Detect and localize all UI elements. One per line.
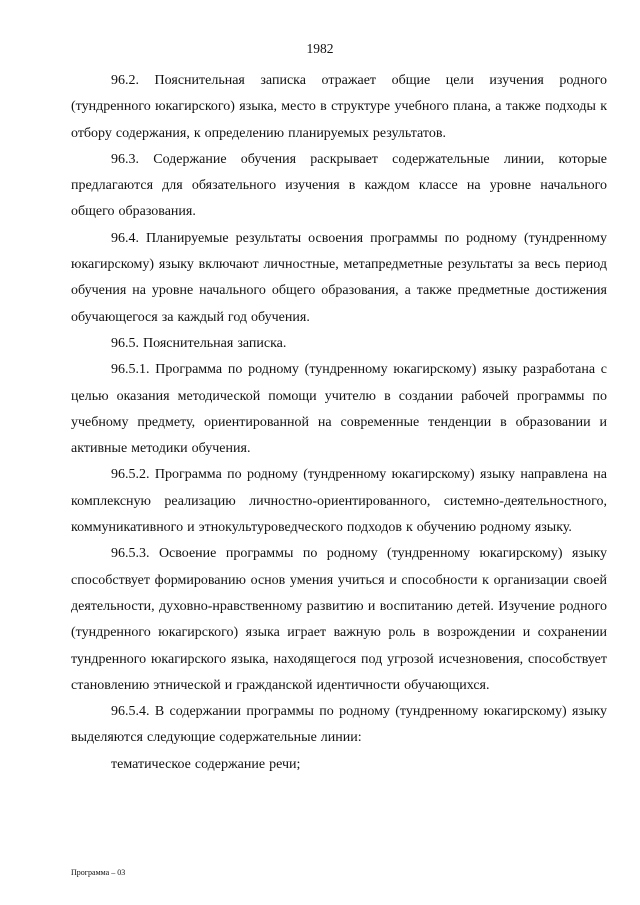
paragraph-96-5-2: 96.5.2. Программа по родному (тундренному юкагирскому) языку направлена на комплексную реализацию личностно-ориентированного, системно-деятельностного, коммуникативного и этнокультуроведческого подходов к обучению родному языку.	[71, 467, 607, 536]
paragraph-96-4: 96.4. Планируемые результаты освоения программы по родному (тундренному юкагирскому) языку включают личностные, метапредметные результаты за весь период обучения на уровне начального общего образования, а также предметные достижения обучающегося за каждый год обучения.	[71, 230, 607, 325]
list-item-speech-content: тематическое содержание речи;	[111, 756, 301, 772]
paragraph-96-5-4: 96.5.4. В содержании программы по родному (тундренному юкагирскому) языку выделяются следующие содержательные линии:	[71, 704, 607, 746]
paragraph-96-5-1: 96.5.1. Программа по родному (тундренному юкагирскому) языку разработана с целью оказания методической помощи учителю в создании рабочей программы по учебному предмету, ориентированной на современные тенденции в образовании и активные методики обучения.	[71, 362, 607, 457]
document-body	[71, 68, 607, 778]
paragraph-96-2: 96.2. Пояснительная записка отражает общие цели изучения родного (тундренного юкагирского) языка, место в структуре учебного плана, а также подходы к отбору содержания, к определению планируемых результатов.	[71, 73, 607, 141]
page-number: 1982	[306, 41, 334, 56]
paragraph-96-5-3: 96.5.3. Освоение программы по родному (тундренному юкагирскому) языку способствует формированию основ умения учиться и способности к организации своей деятельности, духовно-нравственному развитию и воспитанию детей. Изучение родного (тундренного юкагирского) языка играет важную роль в возрождении и сохранении тундренного юкагирского языка, находящегося под угрозой исчезновения, способствует становлению этнической и гражданской идентичности обучающихся.	[71, 546, 607, 693]
footer-label: Программа – 03	[71, 868, 126, 877]
paragraph-96-3: 96.3. Содержание обучения раскрывает содержательные линии, которые предлагаются для обязательного изучения в каждом классе на уровне начального общего образования.	[71, 151, 607, 220]
paragraph-96-5: 96.5. Пояснительная записка.	[111, 335, 287, 351]
